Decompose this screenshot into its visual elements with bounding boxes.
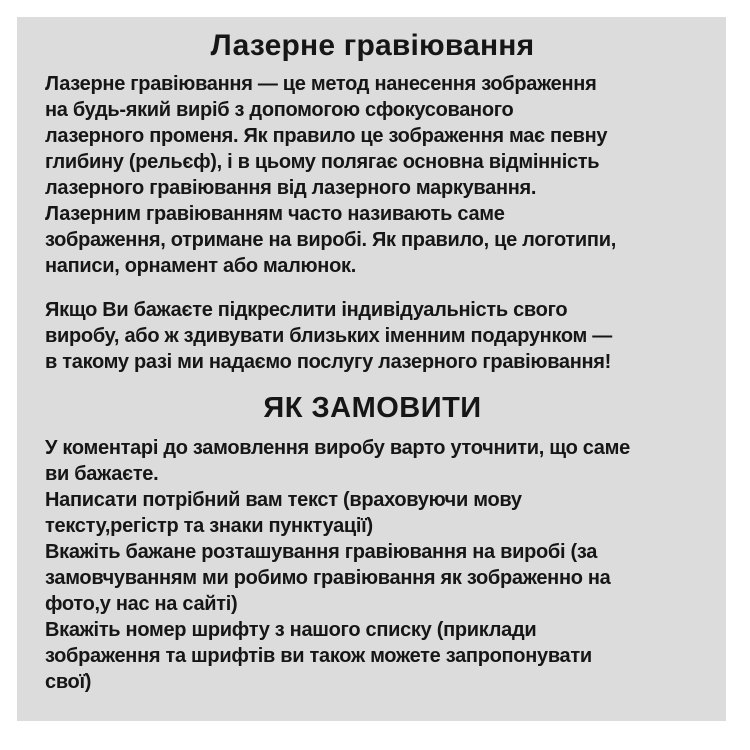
how-to-order-heading: ЯК ЗАМОВИТИ [263,392,482,424]
text-line: глибину (рельєф), і в цьому полягає основна відмінність [45,151,600,173]
content-panel [17,17,726,721]
text-line: Вкажіть номер шрифту з нашого списку (приклади [45,619,537,641]
text-line: в такому разі ми надаємо послугу лазерного гравіювання! [45,351,612,373]
text-line: Вкажіть бажане розташування гравіювання на виробі (за [45,541,598,563]
text-line: Лазерне гравіювання — це метод нанесення зображення [45,73,597,95]
order-instructions [45,435,700,695]
text-line: фото,у нас на сайті) [45,593,238,615]
text-line: зображення та шрифтів ви також можете запропонувати [45,645,592,667]
text-line: замовчуванням ми робимо гравіювання як зображенно на [45,567,611,589]
text-line: свої) [45,671,92,693]
text-line: тексту,регістр та знаки пунктуації) [45,515,373,537]
text-line: У коментарі до замовлення виробу варто уточнити, що саме [45,437,630,459]
text-line: Лазерним гравіюванням часто називають саме [45,203,505,225]
text-line: Написати потрібний вам текст (враховуючи мову [45,489,522,511]
text-line: лазерного гравіювання від лазерного маркування. [45,177,537,199]
text-line: Якщо Ви бажаєте підкреслити індивідуальність свого [45,299,568,321]
text-line: ви бажаєте. [45,463,159,485]
promo-paragraph [45,297,700,375]
text-line: написи, орнамент або малюнок. [45,255,356,277]
page-title: Лазерне гравіювання [210,29,535,62]
intro-paragraph [45,71,700,279]
text-line: на будь-який виріб з допомогою сфокусованого [45,99,514,121]
text-line: виробу, або ж здивувати близьких іменним подарунком — [45,325,613,347]
text-line: лазерного променя. Як правило це зображення має певну [45,125,608,147]
text-line: зображення, отримане на виробі. Як правило, це логотипи, [45,229,616,251]
